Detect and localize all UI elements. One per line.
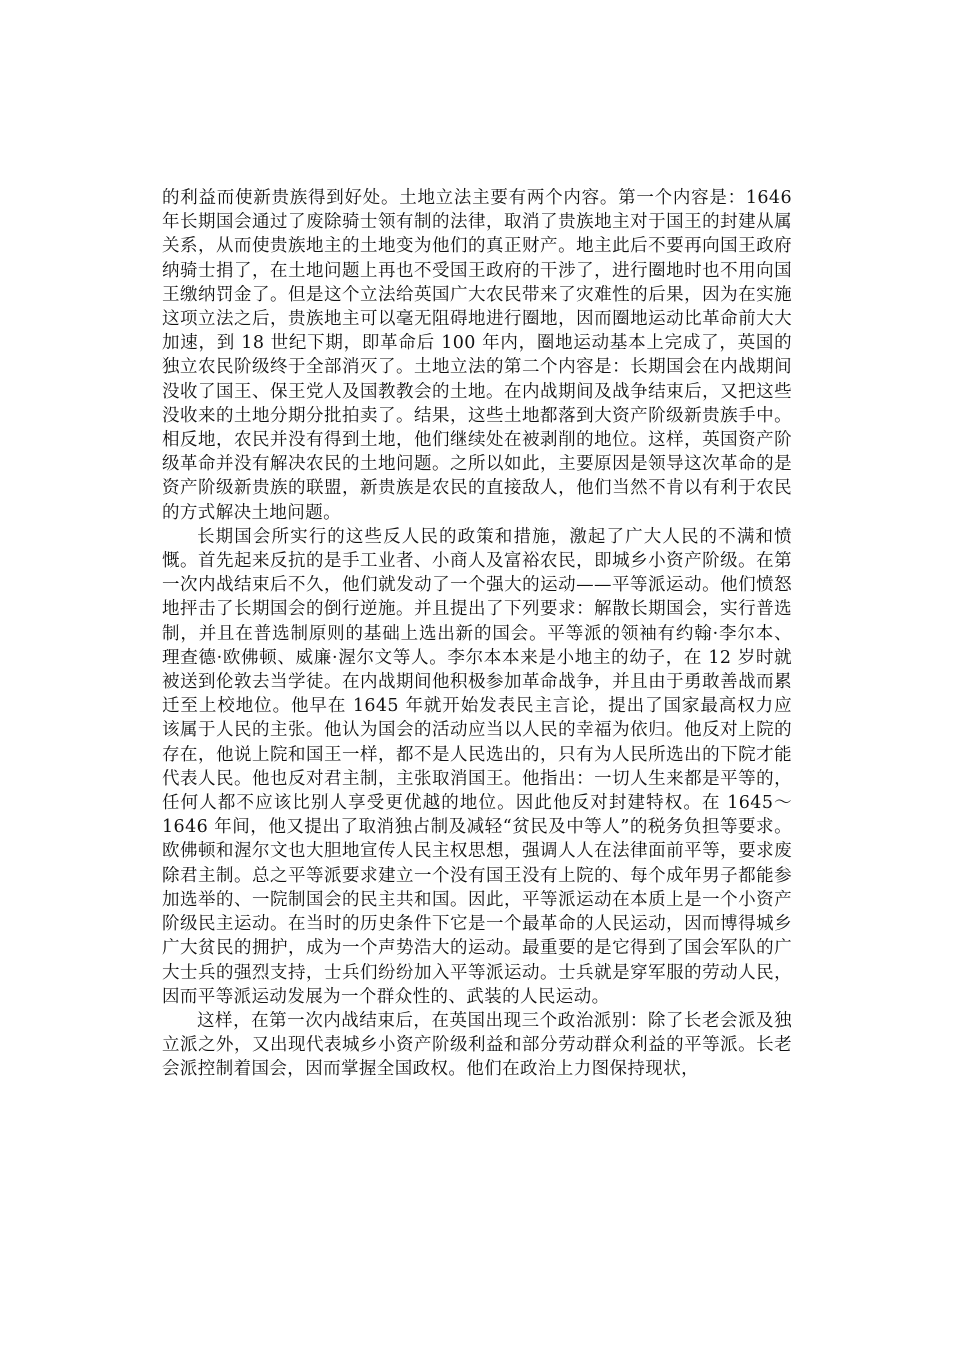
paragraph-levellers-movement: 长期国会所实行的这些反人民的政策和措施，激起了广大人民的不满和愤慨。首先起来反抗的是手工业者、小商人及富裕农民，即城乡小资产阶级。在第一次内战结束后不久，他们就发动了一个强大的运动——平等派运动。他们愤怒地抨击了长期国会的倒行逆施。并且提出了下列要求：解散长期国会，实行普选制，并且在普选制原则的基础上选出新的国会。平等派的领袖有约翰·李尔本、理查德·欧佛顿、威廉·渥尔文等人。李尔本本来是小地主的幼子，在 12 岁时就被送到伦敦去当学徒。在内战期间他积极参加革命战争，并且由于勇敢善战而累迁至上校地位。他早在 1645 年就开始发表民主言论，提出了国家最高权力应该属于人民的主张。他认为国会的活动应当以人民的幸福为依归。他反对上院的存在，他说上院和国王一样，都不是人民选出的，只有为人民所选出的下院才能代表人民。他也反对君主制，主张取消国王。他指出：一切人生来都是平等的，任何人都不应该比别人享受更优越的地位。因此他反对封建特权。在 1645～1646 年间，他又提出了取消独占制及减轻“贫民及中等人”的税务负担等要求。欧佛顿和渥尔文也大胆地宣传人民主权思想，强调人人在法律面前平等，要求废除君主制。总之平等派要求建立一个没有国王没有上院的、每个成年男子都能参加选举的、一院制国会的民主共和国。因此，平等派运动在本质上是一个小资产阶级民主运动。在当时的历史条件下它是一个最革命的人民运动，因而博得城乡广大贫民的拥护，成为一个声势浩大的运动。最重要的是它得到了国会军队的广大士兵的强烈支持，士兵们纷纷加入平等派运动。士兵就是穿军服的劳动人民，因而平等派运动发展为一个群众性的、武装的人民运动。 bbox=[162, 526, 792, 1007]
document-page bbox=[162, 186, 792, 1082]
paragraph-three-factions: 这样，在第一次内战结束后，在英国出现三个政治派别：除了长老会派及独立派之外，又出现代表城乡小资产阶级利益和部分劳动群众利益的平等派。长老会派控制着国会，因而掌握全国政权。他们在政治上力图保持现状， bbox=[162, 1010, 792, 1080]
paragraph-land-legislation: 的利益而使新贵族得到好处。土地立法主要有两个内容。第一个内容是：1646年长期国会通过了废除骑士领有制的法律，取消了贵族地主对于国王的封建从属关系，从而使贵族地主的土地变为他们的真正财产。地主此后不要再向国王政府纳骑士捐了，在土地问题上再也不受国王政府的干涉了，进行圈地时也不用向国王缴纳罚金了。但是这个立法给英国广大农民带来了灾难性的后果，因为在实施这项立法之后，贵族地主可以毫无阻碍地进行圈地，因而圈地运动比革命前大大加速，到 18 世纪下期，即革命后 100 年内，圈地运动基本上完成了，英国的独立农民阶级终于全部消灭了。土地立法的第二个内容是：长期国会在内战期间没收了国王、保王党人及国教教会的土地。在内战期间及战争结束后，又把这些没收来的土地分期分批拍卖了。结果，这些土地都落到大资产阶级新贵族手中。相反地，农民并没有得到土地，他们继续处在被剥削的地位。这样，英国资产阶级革命并没有解决农民的土地问题。之所以如此，主要原因是领导这次革命的是资产阶级新贵族的联盟，新贵族是农民的直接敌人，他们当然不肯以有利于农民的方式解决土地问题。 bbox=[162, 188, 792, 523]
